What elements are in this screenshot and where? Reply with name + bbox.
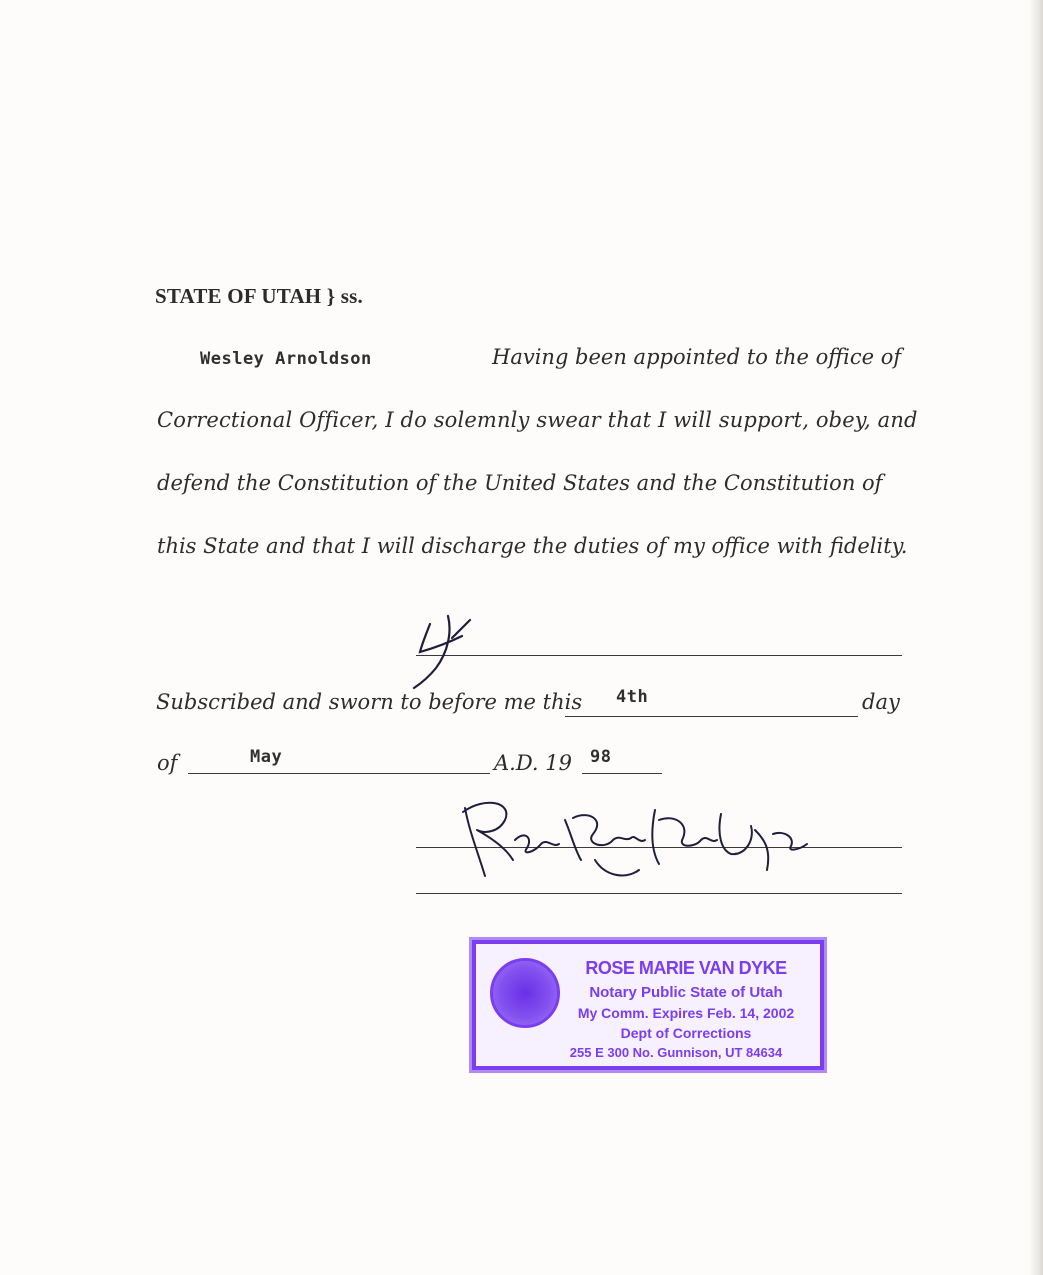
stamp-name: ROSE MARIE VAN DYKE xyxy=(585,958,787,978)
stamp-address: 255 E 300 No. Gunnison, UT 84634 xyxy=(569,1045,783,1060)
month-value: May xyxy=(250,747,283,767)
oath-line-4: this State and that I will discharge the duties of my office with fidelity. xyxy=(157,534,908,558)
oath-line-1: Having been appointed to the office of xyxy=(492,345,902,369)
day-value: 4th xyxy=(616,687,649,707)
affiant-signature xyxy=(408,612,498,692)
day-line xyxy=(565,716,858,717)
notary-second-line xyxy=(416,893,902,894)
stamp-expires: My Comm. Expires Feb. 14, 2002 xyxy=(577,1005,795,1021)
stamp-title: Notary Public State of Utah xyxy=(589,984,783,1001)
day-label: day xyxy=(862,690,900,714)
year-line xyxy=(582,773,662,774)
venue-heading: STATE OF UTAH } ss. xyxy=(155,284,363,308)
notary-signature xyxy=(455,790,815,885)
notary-stamp xyxy=(472,940,824,1070)
month-line xyxy=(188,773,490,774)
year-value: 98 xyxy=(590,747,612,767)
oath-line-3: defend the Constitution of the United States and the Constitution of xyxy=(157,471,883,495)
oath-line-2: Correctional Officer, I do solemnly swear that I will support, obey, and xyxy=(157,408,918,432)
jurat-text: Subscribed and sworn to before me this xyxy=(156,690,583,714)
ad-label: A.D. 19 xyxy=(494,751,573,775)
affiant-name: Wesley Arnoldson xyxy=(200,349,372,369)
stamp-department: Dept of Corrections xyxy=(620,1025,752,1041)
of-label: of xyxy=(157,751,178,775)
page-edge xyxy=(1029,0,1043,1275)
